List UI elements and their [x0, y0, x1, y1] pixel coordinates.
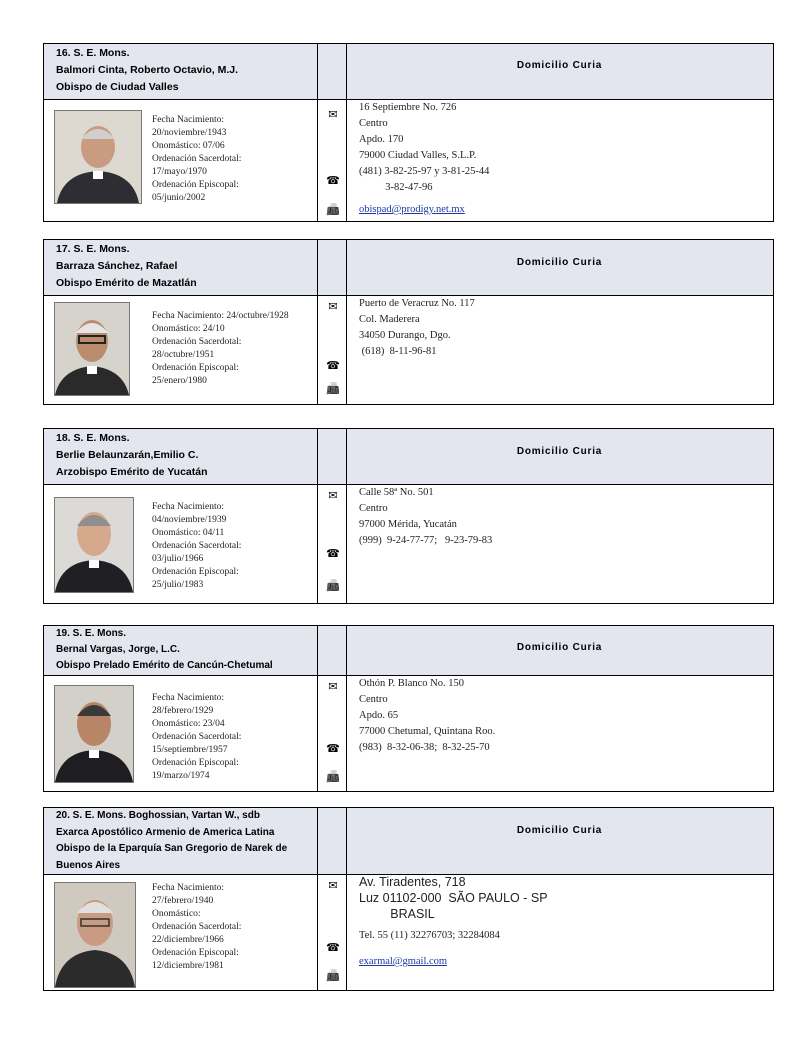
entry-name: Balmori Cinta, Roberto Octavio, M.J.: [56, 64, 239, 76]
name-day: Onomástico: 24/10: [152, 324, 225, 334]
entry-title: Obispo Emérito de Mazatlán: [56, 277, 197, 289]
entry-number: 16. S. E. Mons.: [56, 47, 130, 59]
address-line: Centro: [359, 694, 388, 705]
address-line: 97000 Mérida, Yucatán: [359, 519, 457, 530]
domicilio-curia-label: Domicilio Curia: [516, 825, 603, 836]
entry-number: 18. S. E. Mons.: [56, 432, 130, 444]
fax-icon: 📠: [326, 203, 340, 216]
bishop-photo: [54, 497, 134, 593]
column-divider: [317, 808, 318, 990]
birth-label: Fecha Nacimiento:: [152, 693, 225, 703]
address-line: 34050 Durango, Dgo.: [359, 330, 451, 341]
entry-name: Exarca Apostólico Armenio de America Latina: [56, 826, 275, 838]
entry-title: Obispo Prelado Emérito de Cancún-Chetumal: [56, 660, 273, 671]
address-line: Apdo. 65: [359, 710, 399, 721]
address-line: Centro: [359, 118, 388, 129]
address-line: Luz 01102-000 SÃO PAULO - SP: [359, 891, 548, 905]
phone-line: Tel. 55 (11) 32276703; 32284084: [359, 930, 500, 941]
episcopal-ordination-date: 12/diciembre/1981: [152, 961, 224, 971]
episcopal-ordination-label: Ordenación Episcopal:: [152, 758, 239, 768]
birth-date: 04/noviembre/1939: [152, 515, 227, 525]
priest-ordination-label: Ordenación Sacerdotal:: [152, 732, 242, 742]
entry-heading: [56, 45, 318, 96]
country-line: BRASIL: [359, 907, 435, 921]
birth-date: 27/febrero/1940: [152, 896, 214, 906]
mailbox-icon: ✉: [328, 879, 338, 892]
entry-heading: [56, 808, 318, 874]
priest-ordination-date: 22/diciembre/1966: [152, 935, 224, 945]
column-divider: [346, 240, 347, 404]
address-line: Othón P. Blanco No. 150: [359, 678, 464, 689]
telephone-icon: ☎: [326, 359, 340, 372]
birth-label: Fecha Nacimiento:: [152, 502, 225, 512]
entry-header: [44, 44, 773, 100]
dates-block: [152, 310, 289, 388]
dates-block: [152, 114, 241, 205]
telephone-icon: ☎: [326, 742, 340, 755]
birth-date: 28/febrero/1929: [152, 706, 214, 716]
entry-header: [44, 626, 773, 676]
bishop-photo: [54, 302, 130, 396]
entry-name: Berlie Belaunzarán,Emilio C.: [56, 449, 199, 461]
bishop-photo: [54, 110, 142, 204]
priest-ordination-label: Ordenación Sacerdotal:: [152, 154, 242, 164]
mailbox-icon: ✉: [328, 300, 338, 313]
priest-ordination-label: Ordenación Sacerdotal:: [152, 922, 242, 932]
name-day: Onomástico: 04/11: [152, 528, 225, 538]
directory-entry-19: [43, 625, 774, 792]
contact-icons: [320, 676, 346, 792]
directory-entry-18: [43, 428, 774, 604]
address-line: Col. Maderera: [359, 314, 420, 325]
address-line: Calle 58ª No. 501: [359, 487, 434, 498]
address-block: [359, 874, 548, 970]
phone-line: (999) 9-24-77-77; 9-23-79-83: [359, 535, 493, 546]
address-line: Puerto de Veracruz No. 117: [359, 298, 475, 309]
birth-label: Fecha Nacimiento:: [152, 883, 225, 893]
entry-header: [44, 429, 773, 485]
birth-label: Fecha Nacimiento:: [152, 115, 225, 125]
address-line: 79000 Ciudad Valles, S.L.P.: [359, 150, 477, 161]
telephone-icon: ☎: [326, 174, 340, 187]
episcopal-ordination-date: 25/enero/1980: [152, 376, 207, 386]
address-line: 77000 Chetumal, Quintana Roo.: [359, 726, 496, 737]
entry-title: Arzobispo Emérito de Yucatán: [56, 466, 208, 478]
entry-name: Barraza Sánchez, Rafael: [56, 260, 178, 272]
entry-number: 17. S. E. Mons.: [56, 243, 130, 255]
mailbox-icon: ✉: [328, 680, 338, 693]
address-block: [359, 485, 492, 549]
column-divider: [317, 626, 318, 791]
episcopal-ordination-label: Ordenación Episcopal:: [152, 948, 239, 958]
contact-icons: [320, 485, 346, 604]
address-line: Av. Tiradentes, 718: [359, 875, 466, 889]
email-link[interactable]: exarmal@gmail.com: [359, 956, 448, 967]
entry-title: Obispo de la Eparquía San Gregorio de Narek de Buenos Aires: [56, 843, 288, 871]
domicilio-curia-label: Domicilio Curia: [516, 446, 603, 457]
bishop-photo: [54, 685, 134, 783]
phone-line: (983) 8-32-06-38; 8-32-25-70: [359, 742, 490, 753]
directory-entry-17: [43, 239, 774, 405]
phone-line: (481) 3-82-25-97 y 3-81-25-44: [359, 166, 490, 177]
mailbox-icon: ✉: [328, 489, 338, 502]
address-line: Centro: [359, 503, 388, 514]
address-block: [359, 296, 475, 360]
episcopal-ordination-label: Ordenación Episcopal:: [152, 567, 239, 577]
phone-line: 3-82-47-96: [359, 182, 433, 193]
address-block: [359, 100, 489, 218]
fax-icon: 📠: [326, 382, 340, 395]
column-divider: [346, 808, 347, 990]
entry-heading: [56, 430, 318, 481]
entry-header: [44, 240, 773, 296]
dates-block: [152, 882, 241, 973]
address-block: [359, 676, 495, 756]
priest-ordination-date: 28/octubre/1951: [152, 350, 215, 360]
name-day: Onomástico:: [152, 909, 201, 919]
column-divider: [346, 429, 347, 603]
entry-number: 20. S. E. Mons. Boghossian, Vartan W., sdb: [56, 810, 260, 821]
entry-header: [44, 808, 773, 875]
bishop-photo: [54, 882, 136, 988]
episcopal-ordination-date: 19/marzo/1974: [152, 771, 210, 781]
dates-block: [152, 501, 241, 592]
entry-heading: [56, 241, 318, 292]
phone-line: (618) 8-11-96-81: [359, 346, 437, 357]
column-divider: [317, 429, 318, 603]
column-divider: [317, 44, 318, 221]
name-day: Onomástico: 23/04: [152, 719, 225, 729]
contact-icons: [320, 875, 346, 991]
telephone-icon: ☎: [326, 941, 340, 954]
telephone-icon: ☎: [326, 547, 340, 560]
episcopal-ordination-label: Ordenación Episcopal:: [152, 363, 239, 373]
email-link[interactable]: obispad@prodigy.net.mx: [359, 204, 465, 215]
mailbox-icon: ✉: [328, 108, 338, 121]
priest-ordination-date: 15/septiembre/1957: [152, 745, 228, 755]
column-divider: [317, 240, 318, 404]
domicilio-curia-label: Domicilio Curia: [516, 642, 603, 653]
entry-title: Obispo de Ciudad Valles: [56, 81, 179, 93]
priest-ordination-date: 17/mayo/1970: [152, 167, 207, 177]
fax-icon: 📠: [326, 770, 340, 783]
contact-icons: [320, 296, 346, 405]
directory-entry-20: [43, 807, 774, 991]
entry-name: Bernal Vargas, Jorge, L.C.: [56, 644, 180, 655]
column-divider: [346, 626, 347, 791]
episcopal-ordination-label: Ordenación Episcopal:: [152, 180, 239, 190]
address-line: 16 Septiembre No. 726: [359, 102, 457, 113]
priest-ordination-label: Ordenación Sacerdotal:: [152, 541, 242, 551]
priest-ordination-label: Ordenación Sacerdotal:: [152, 337, 242, 347]
fax-icon: 📠: [326, 579, 340, 592]
contact-icons: [320, 100, 346, 222]
name-day: Onomástico: 07/06: [152, 141, 225, 151]
dates-block: [152, 692, 241, 783]
fax-icon: 📠: [326, 969, 340, 982]
domicilio-curia-label: Domicilio Curia: [516, 257, 603, 268]
address-line: Apdo. 170: [359, 134, 404, 145]
priest-ordination-date: 03/julio/1966: [152, 554, 204, 564]
entry-number: 19. S. E. Mons.: [56, 628, 127, 639]
column-divider: [346, 44, 347, 221]
directory-entry-16: [43, 43, 774, 222]
episcopal-ordination-date: 25/julio/1983: [152, 580, 204, 590]
episcopal-ordination-date: 05/junio/2002: [152, 193, 206, 203]
birth-date: 20/noviembre/1943: [152, 128, 227, 138]
entry-heading: [56, 626, 318, 674]
domicilio-curia-label: Domicilio Curia: [516, 60, 603, 71]
birth-date: Fecha Nacimiento: 24/octubre/1928: [152, 311, 289, 321]
